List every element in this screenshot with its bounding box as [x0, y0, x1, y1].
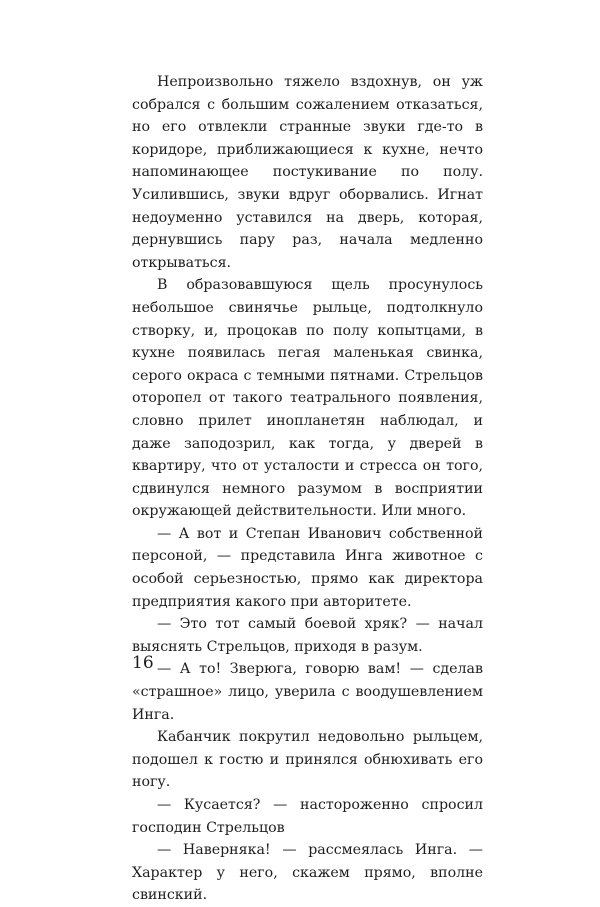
paragraph-6: Кабанчик покрутил недовольно рыльцем, подошел к гостю и принялся обнюхивать его ногу.	[132, 729, 483, 791]
paragraph-7: — Кусается? — настороженно спросил господин Стрельцов	[132, 797, 483, 836]
page-number: 16	[132, 653, 154, 673]
paragraph-5: — А то! Зверюга, говорю вам! — сделав «страшное» лицо, уверила с воодушевлением Инга.	[132, 661, 483, 723]
paragraph-8: — Наверняка! — рассмеялась Инга. — Характер у него, скажем прямо, вполне свинский.	[132, 842, 483, 904]
body-text	[132, 71, 483, 907]
paragraph-2: В образовавшуюся щель просунулось небольшое свинячье рыльце, подтолкнуло створку, и, процокав по полу копытцами, в кухне появилась пегая маленькая свинка, серого окраса с темными пятнами. Стрельцов оторопел от такого театрального появления, словно прилет инопланетян наблюдал, и даже заподозрил, как тогда, у дверей в квартиру, что от усталости и стресса он того, сдвинулся немного разумом в восприятии окружающей действительности. Или много.	[132, 277, 483, 520]
paragraph-1: Непроизвольно тяжело вздохнув, он уж собрался с большим сожалением отказаться, но его отвлекли странные звуки где-то в коридоре, приближающиеся к кухне, нечто напоминающее постукивание по полу. Усилившись, звуки вдруг оборвались. Игнат недоуменно уставился на дверь, которая, дернувшись пару раз, начала медленно открываться.	[132, 74, 483, 271]
paragraph-4: — Это тот самый боевой хряк? — начал выяснять Стрельцов, приходя в разум.	[132, 616, 483, 655]
paragraph-3: — А вот и Степан Иванович собственной персоной, — представила Инга животное с особой серьезностью, прямо как директора предприятия какого при авторитете.	[132, 525, 483, 610]
